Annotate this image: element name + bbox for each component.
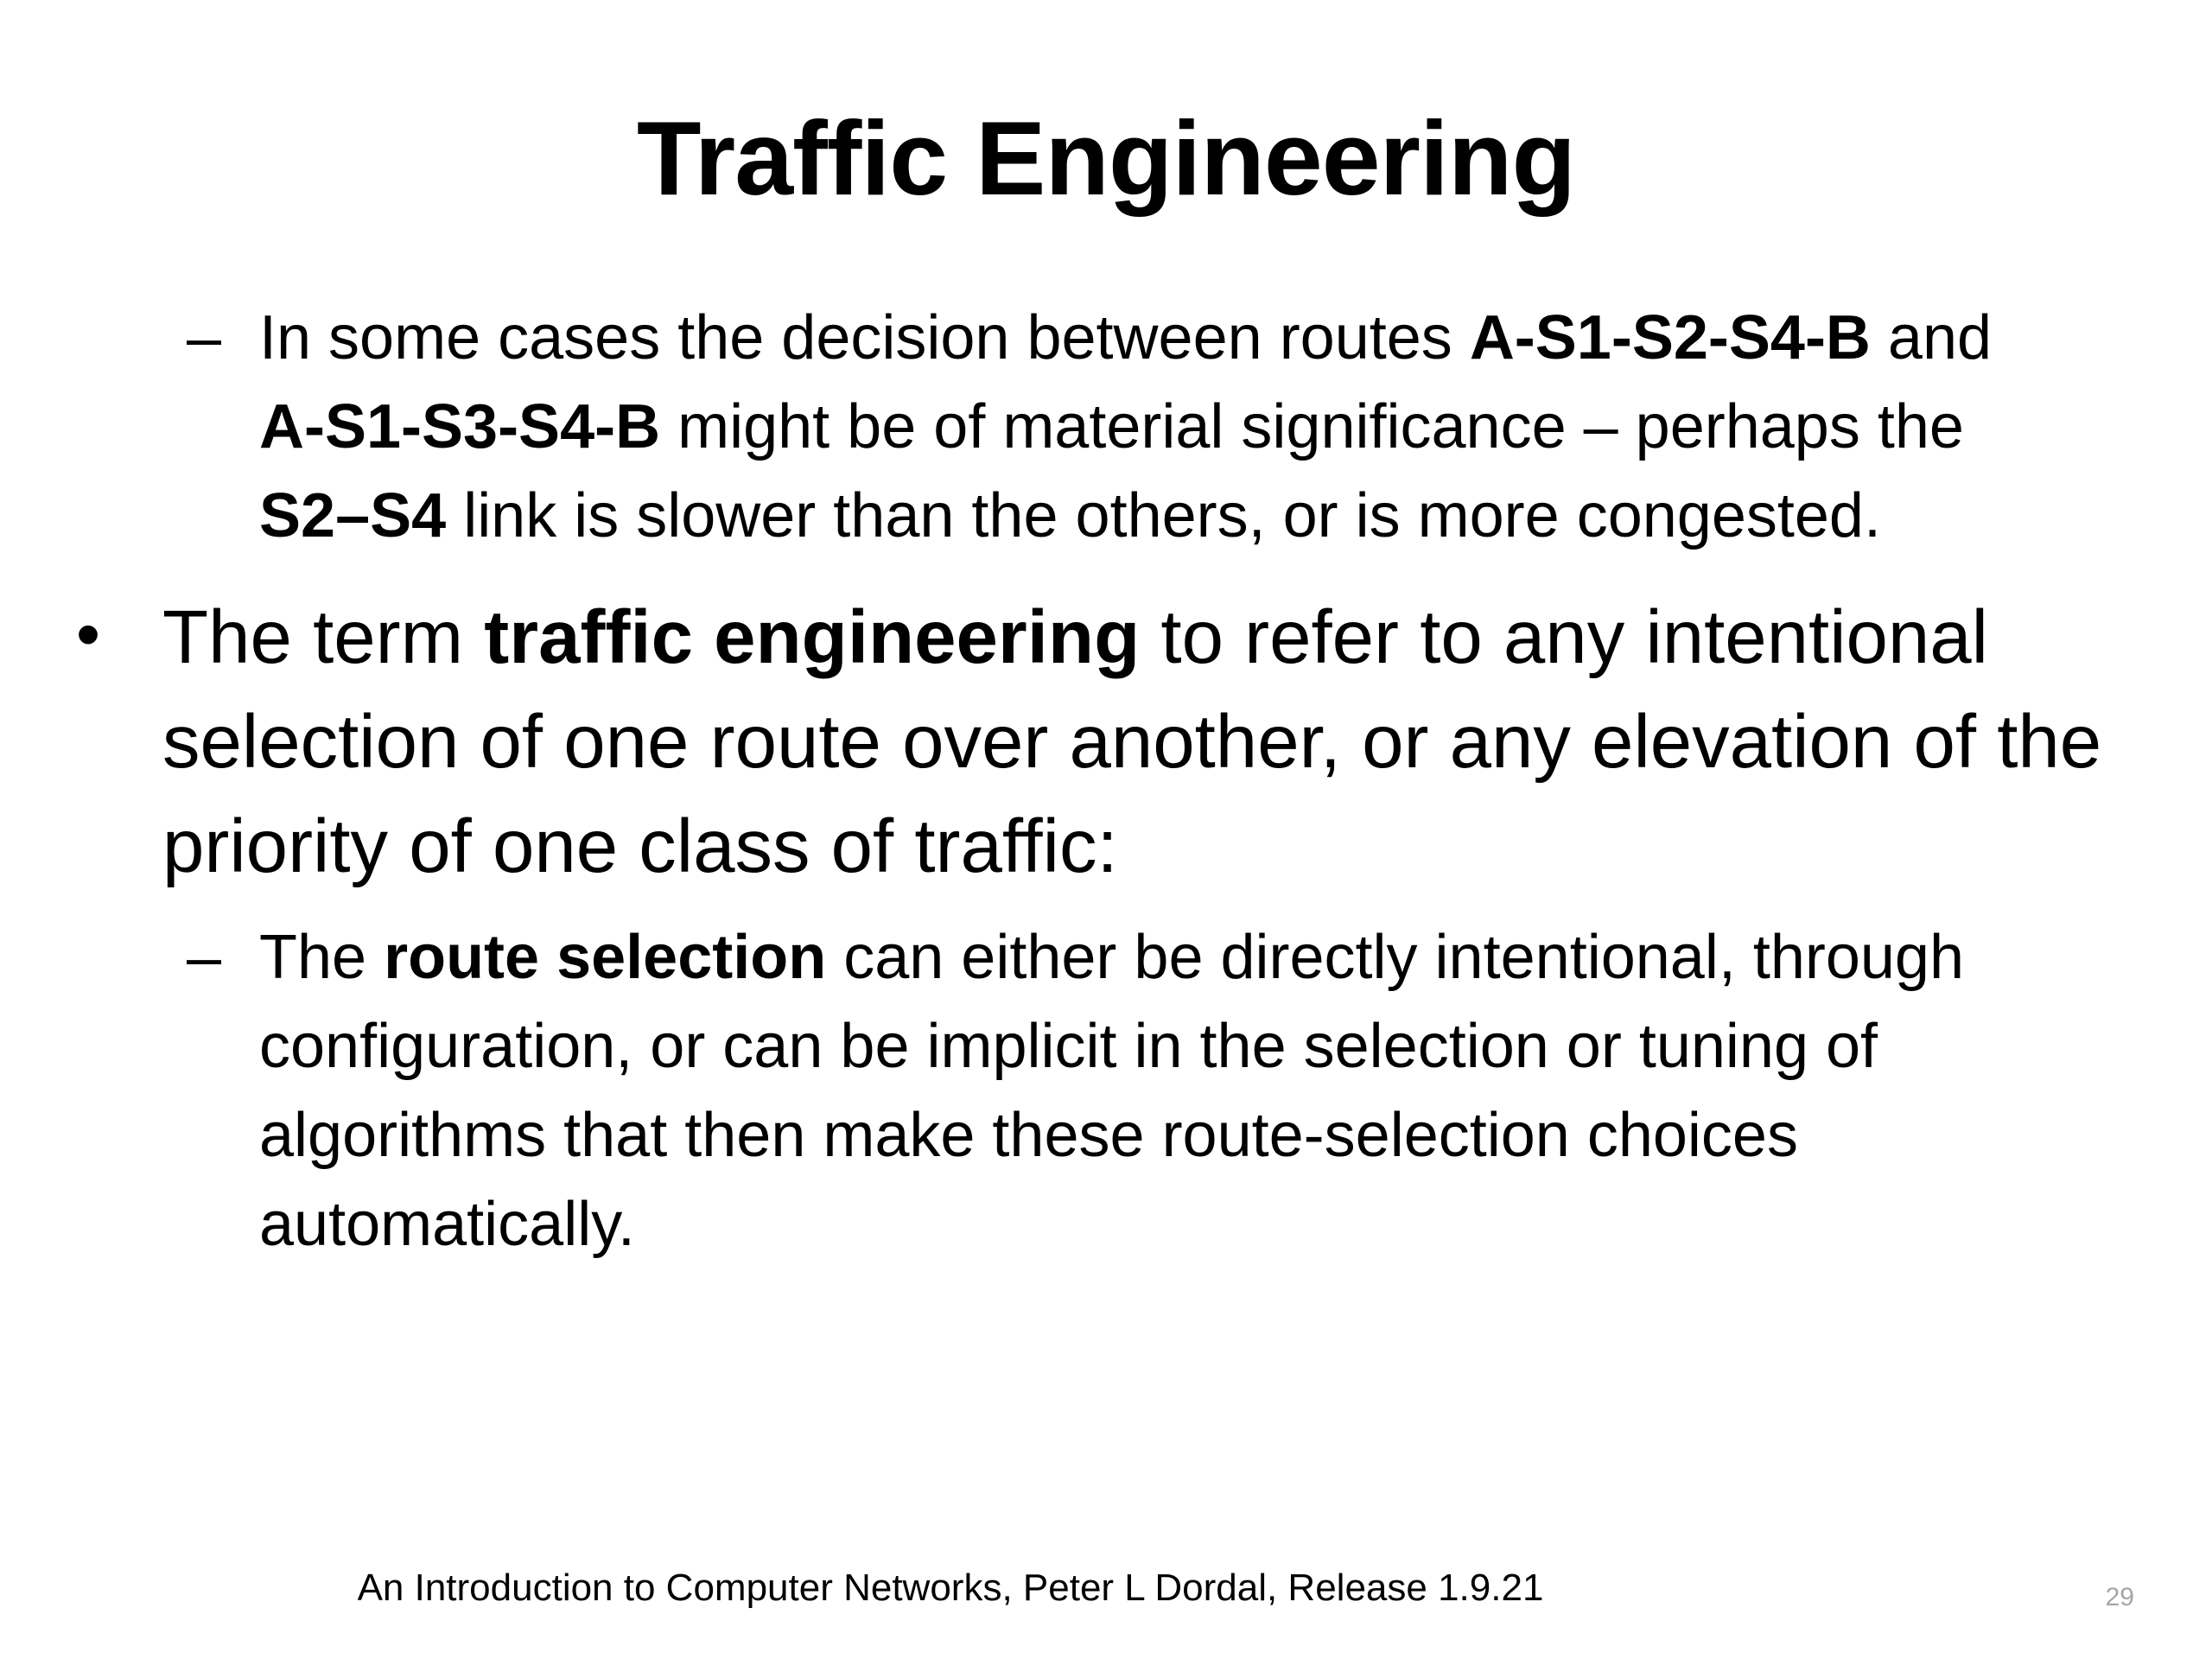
text-run: and — [1870, 303, 1993, 372]
slide-title: Traffic Engineering — [637, 99, 1575, 217]
text-run: to refer to any intentional selection of one route over another, or any elevation of the priority of one class of traffic: — [162, 595, 2102, 888]
bullet-traffic-engineering — [76, 585, 2141, 899]
text-run: The term — [162, 595, 485, 679]
footer-text: An Introduction to Computer Networks, Peter L Dordal, Release 1.9.21 — [357, 1567, 1544, 1609]
text-run: link is slower than the others, or is more congested. — [446, 481, 1881, 550]
link-s2-s4: S2–S4 — [259, 481, 447, 550]
text-run: can either be directly intentional, through configuration, or can be implicit in the selection or tuning of algorithms that then make these route-selection choices automatically. — [259, 923, 1965, 1259]
text-run: In some cases the decision between routes — [259, 303, 1470, 372]
sub-bullet-route-selection — [187, 913, 2160, 1269]
page-number: 29 — [2105, 1583, 2134, 1611]
route-a-s1-s2-s4-b: A-S1-S2-S4-B — [1469, 303, 1871, 372]
dash-marker: – — [187, 303, 222, 372]
term-route-selection: route selection — [384, 923, 827, 992]
text-run: The — [259, 923, 385, 992]
bullet-marker: • — [76, 595, 101, 672]
route-a-s1-s3-s4-b: A-S1-S3-S4-B — [259, 392, 661, 461]
text-run: might be of material significance – perhaps the — [660, 392, 1964, 461]
sub-bullet-routes — [187, 294, 2160, 561]
dash-marker: – — [187, 923, 222, 992]
term-traffic-engineering: traffic engineering — [484, 595, 1141, 679]
slide-footer — [0, 1562, 2212, 1614]
